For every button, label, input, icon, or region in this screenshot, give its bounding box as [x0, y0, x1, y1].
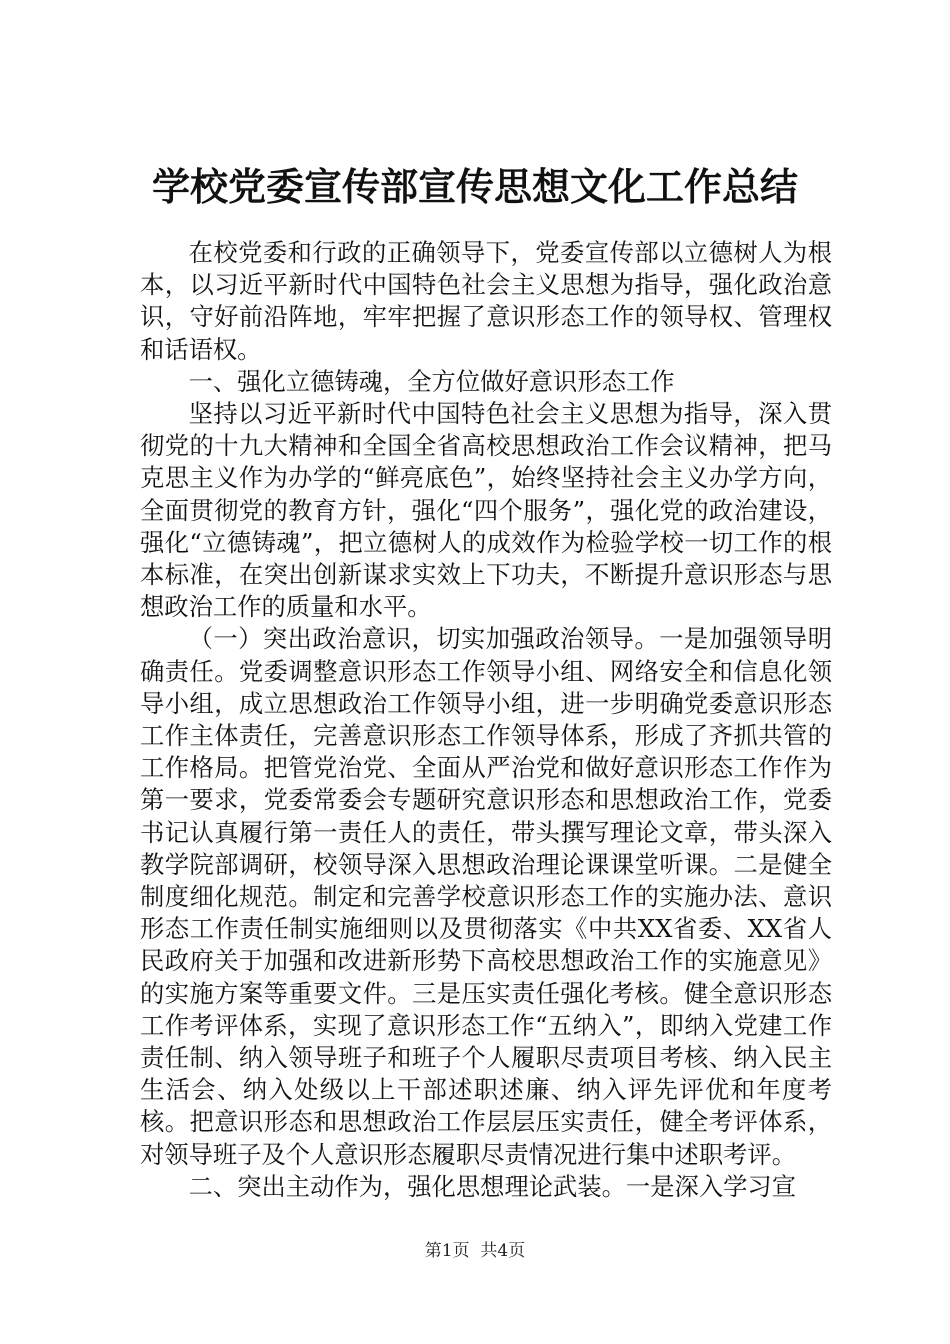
section-heading-2: 二、突出主动作为，强化思想理论武装。一是深入学习宣	[188, 1171, 797, 1201]
document-body	[140, 237, 832, 1203]
paragraph-intro: 在校党委和行政的正确领导下，党委宣传部以立德树人为根本，以习近平新时代中国特色社会主义思想为指导，强化政治意识，守好前沿阵地，牢牢把握了意识形态工作的领导权、管理权和话语权。	[140, 238, 832, 364]
page-total: 共4页	[480, 1241, 526, 1261]
paragraph-subsection-1: （一）突出政治意识，切实加强政治领导。一是加强领导明确责任。党委调整意识形态工作领导小组、网络安全和信息化领导小组，成立思想政治工作领导小组，进一步明确党委意识形态工作主体责任，完善意识形态工作领导体系，形成了齐抓共管的工作格局。把管党治党、全面从严治党和做好意识形态工作作为第一要求，党委常委会专题研究意识形态和思想政治工作，党委书记认真履行第一责任人的责任，带头撰写理论文章，带头深入教学院部调研，校领导深入思想政治理论课课堂听课。二是健全制度细化规范。制定和完善学校意识形态工作的实施办法、意识形态工作责任制实施细则以及贯彻落实《中共XX省委、XX省人民政府关于加强和改进新形势下高校思想政治工作的实施意见》的实施方案等重要文件。三是压实责任强化考核。健全意识形态工作考评体系，实现了意识形态工作“五纳入”，即纳入党建工作责任制、纳入领导班子和班子个人履职尽责项目考核、纳入民主生活会、纳入处级以上干部述职述廉、纳入评先评优和年度考核。把意识形态和思想政治工作层层压实责任，健全考评体系，对领导班子及个人意识形态履职尽责情况进行集中述职考评。	[140, 624, 832, 1169]
document-title: 学校党委宣传部宣传思想文化工作总结	[151, 165, 798, 209]
footer-gap	[470, 1241, 481, 1261]
section-heading-1: 一、强化立德铸魂，全方位做好意识形态工作	[188, 366, 675, 396]
page-footer	[0, 1240, 950, 1262]
paragraph-section-1: 坚持以习近平新时代中国特色社会主义思想为指导，深入贯彻党的十九大精神和全国全省高校思想政治工作会议精神，把马克思主义作为办学的“鲜亮底色”，始终坚持社会主义办学方向，全面贯彻党的教育方针，强化“四个服务”，强化党的政治建设，强化“立德铸魂”，把立德树人的成效作为检验学校一切工作的根本标准，在突出创新谋求实效上下功夫，不断提升意识形态与思想政治工作的质量和水平。	[140, 399, 832, 622]
page-number: 第1页	[424, 1241, 470, 1261]
